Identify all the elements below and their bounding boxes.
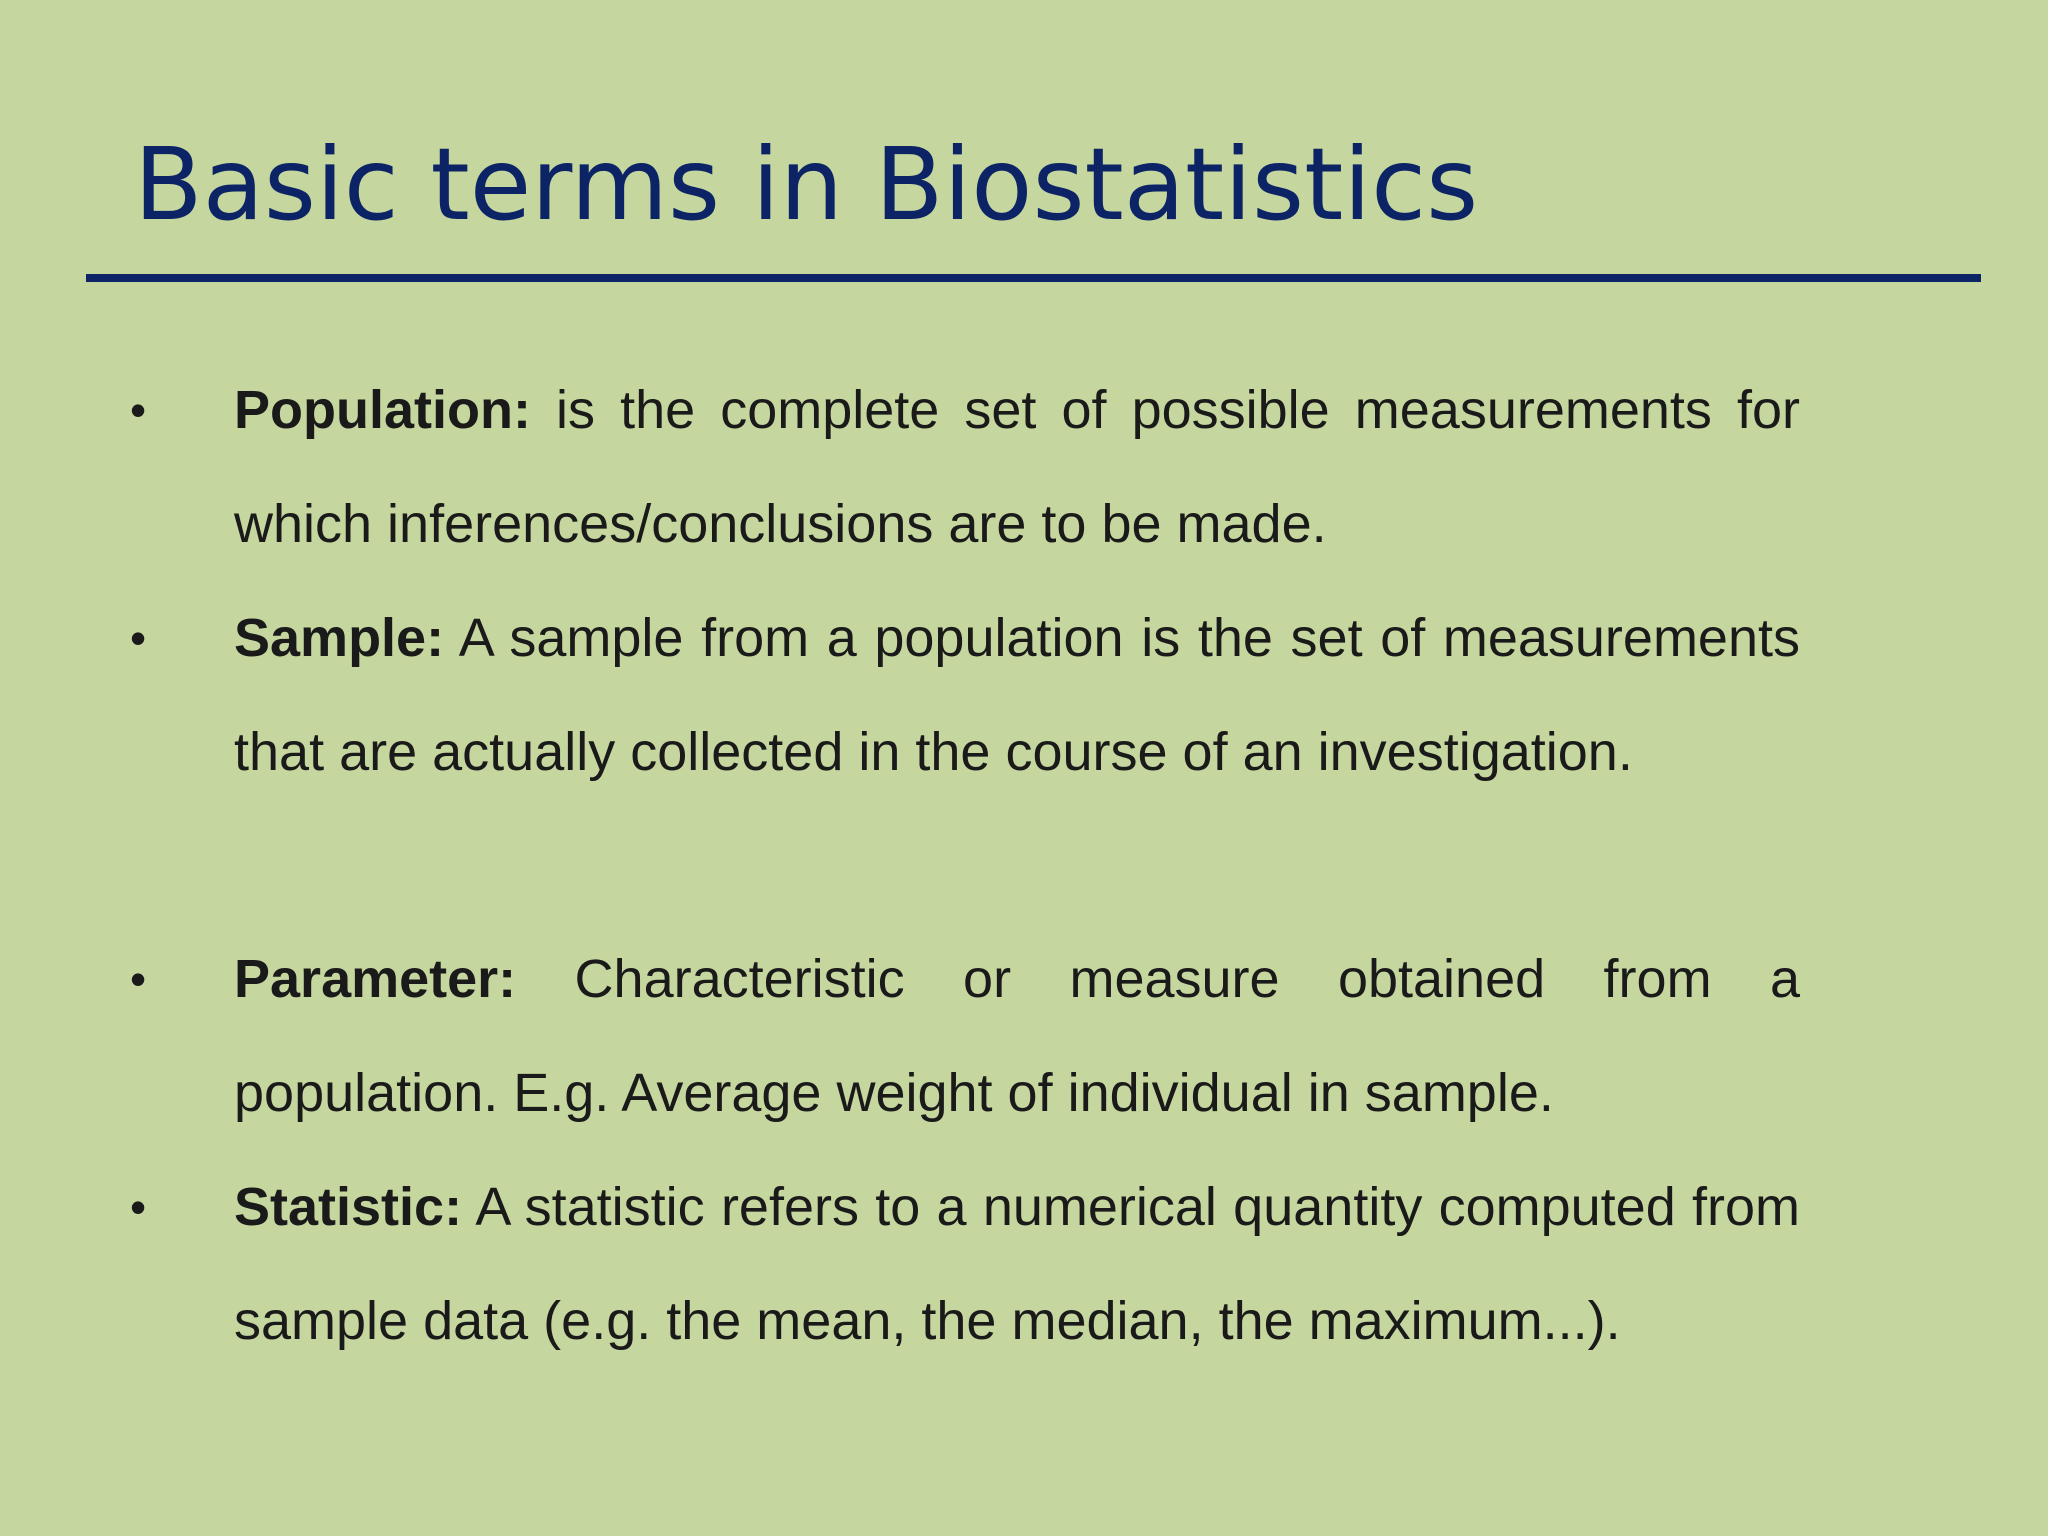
bullet-term: Statistic: — [234, 1177, 463, 1237]
bullet-icon: • — [130, 612, 147, 664]
bullet-icon: • — [130, 953, 147, 1005]
bullet-term: Sample: — [234, 608, 445, 668]
bullet-definition: A statistic refers to a numerical quantity computed from sample data (e.g. the mean, the median, the maximum...). — [234, 1177, 1800, 1351]
bullet-term: Population: — [234, 380, 531, 440]
bullet-text — [234, 922, 1800, 1150]
bullet-icon: • — [130, 384, 147, 436]
slide-title: Basic terms in Biostatistics — [134, 126, 1479, 243]
bullet-text — [234, 353, 1800, 581]
bullet-text — [234, 1150, 1800, 1378]
bullet-text — [234, 581, 1800, 809]
bullet-definition: is the complete set of possible measurements for which inferences/conclusions are to be made. — [234, 380, 1800, 554]
bullet-term: Parameter: — [234, 949, 517, 1009]
bullet-icon: • — [130, 1181, 147, 1233]
bullet-definition: Characteristic or measure obtained from a population. E.g. Average weight of individual in sample. — [234, 949, 1800, 1123]
bullet-definition: A sample from a population is the set of measurements that are actually collected in the course of an investigation. — [234, 608, 1800, 782]
